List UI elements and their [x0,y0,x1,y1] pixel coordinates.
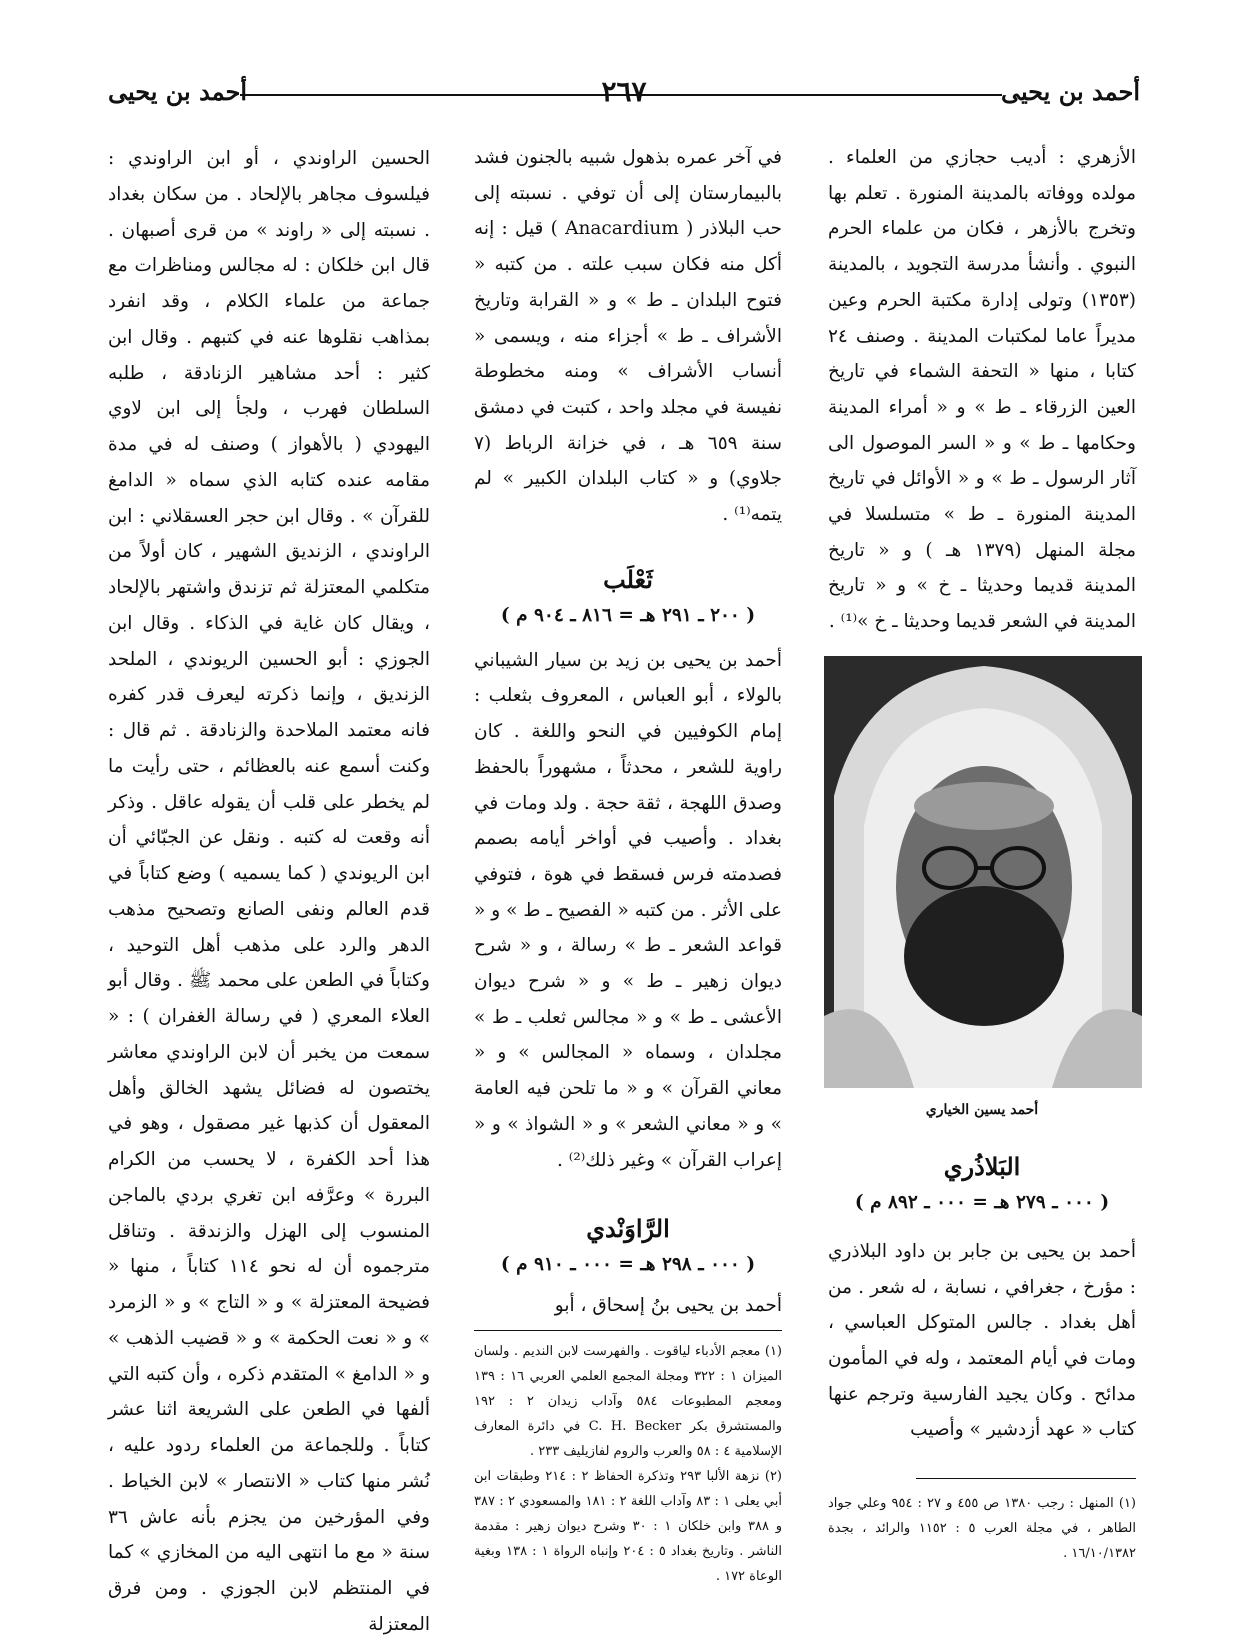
entry-title-rawandi: الرَّاوَنْدي [586,1214,670,1244]
entry-dates-rawandi: ( ٠٠٠ ـ ٢٩٨ هـ = ٠٠٠ ـ ٩١٠ م ) [500,1254,756,1276]
entry-text-rawandi: أحمد بن يحيى بنُ إسحاق ، أبو [554,1295,782,1317]
entry-title-thalab: ثَعْلَب [603,564,653,594]
portrait-photo [824,656,1142,1088]
entry-continuation-rawandi: الحسين الراوندي ، أو ابن الراوندي : فيلسوف مجاهر بالإلحاد . من سكان بغداد . نسبته إلى « راوند » من قرى أصبهان . قال ابن خلكان : له مجالس ومناظرات مع جماعة من علماء الكلام ، وقد انفرد بمذاهب نقلوها عنه في كتبهم . وقال ابن كثير : أحد مشاهير الزنادقة ، طلبه السلطان فهرب ، ولجأ إلى ابن لاوي اليهودي ( بالأهواز ) وصنف له في مدة مقامه عنده كتابه الذي سماه « الدامغ للقرآن » . وقال ابن حجر العسقلاني : ابن الراوندي ، الزنديق الشهير ، كان أولاً من متكلمي المعتزلة ثم تزندق واشتهر بالإلحاد ، ويقال كان غاية في الذكاء . وقال ابن الجوزي : أبو الحسين الريوندي ، الملحد الزنديق ، وإنما ذكرته ليعرف قدر كفره فانه معتمد الملاحدة والزنادقة . ثم قال : وكنت أسمع عنه بالعظائم ، حتى رأيت ما لم يخطر على قلب أن يقوله عاقل . وذكر أنه وقعت له كتبه . ونقل عن الجبّائي أن ابن الريوندي ( كما يسميه ) وضع كتاباً في قدم العالم ونفى الصانع وتصحيح مذهب الدهر والرد على مذهب أهل التوحيد ، وكتاباً في الطعن على محمد ﷺ . وقال أبو العلاء المعري ( في رسالة الغفران ) : « سمعت من يخبر أن لابن الراوندي معاشر يختصون له فضائل يشهد الخالق وأهل المعقول أن كذبها غير مصقول ، وهو في هذا أحد الكفرة ، لا يحسب من الكرام البررة » وعرَّفه ابن تغري بردي بالماجن المنسوب إلى الهزل والزندقة . وتناقل مترجموه أن له نحو ١١٤ كتاباً ، منها « فضيحة المعتزلة » و « التاج » و « الزمرد » و « نعت الحكمة » و « قضيب الذهب » و « الدامغ » المتقدم ذكره ، وأن كتبه التي ألفها في الطعن على الشريعة اثنا عشر كتاباً . وللجماعة من العلماء ردود عليه ، نُشر منها كتاب « الانتصار » لابن الخياط . وفي المؤرخين من يجزم بأنه عاش ٣٦ سنة « مع ما انتهى اليه من المخازي » كما في المنتظم لابن الجوزي . ومن فرق المعتزلة [108,148,430,1635]
column-left [108,141,430,1643]
running-header [108,72,1140,116]
footnote-middle-2: (٢) نزهة الألبا ٢٩٣ وتذكرة الحفاظ ٢ : ٢١٤ وطبقات ابن أبي يعلى ١ : ٨٣ وآداب اللغة ٢ : ١٨١ والمسعودي ٢ : ٣٨٧ و ٣٨٨ وابن خلكان ١ : ٣٠ وشرح ديوان زهير : مقدمة الناشر . وتاريخ بغداد ٥ : ٢٠٤ وإنباه الرواة ١ : ١٣٨ وبغية الوعاة ١٧٢ . [474,1468,782,1584]
column-middle [474,140,782,1589]
footnote-right: (١) المنهل : رجب ١٣٨٠ ص ٤٥٥ و ٢٧ : ٩٥٤ وعلي جواد الطاهر ، في مجلة العرب ٥ : ١١٥٢ والرائد ، بجدة ١٦/١٠/١٣٨٢ . [828,1496,1136,1562]
column-right [828,140,1136,1566]
entry-dates-baladhuri: ( ٠٠٠ ـ ٢٧٩ هـ = ٠٠٠ ـ ٨٩٢ م ) [854,1191,1110,1213]
page-number: ٢٦٧ [601,75,647,108]
entry-text-baladhuri: أحمد بن يحيى بن جابر بن داود البلاذري : مؤرخ ، جغرافي ، نسابة ، له شعر . من أهل بغداد . جالس المتوكل العباسي ، ومات في أيام المعتمد ، وله في المأمون مدائح . وكان يجيد الفارسية وترجم عنها كتاب « عهد أزدشير » وأصيب [828,1240,1136,1441]
portrait-image-icon [824,656,1142,1088]
photo-caption: أحمد يسين الخياري [925,1101,1039,1118]
footnote-middle-1: (١) معجم الأدباء لياقوت . والفهرست لابن النديم . ولسان الميزان ١ : ٣٢٢ ومجلة المجمع العلمي العربي ١٦ : ١٣٩ ومعجم المطبوعات ٥٨٤ وآداب زيدان ٢ : ١٩٢ والمستشرق بكر C. H. Becker في دائرة المعارف الإسلامية ٤ : ٥٨ والعرب والروم لفازيليف ٢٣٣ . [474,1343,782,1459]
entry-title-baladhuri: البَلاذُري [943,1151,1021,1181]
entry-text-thalab: أحمد بن يحيى بن زيد بن سيار الشيباني بالولاء ، أبو العباس ، المعروف بثعلب : إمام الكوفيين في النحو واللغة . كان راوية للشعر ، محدثاً ، مشهوراً بالحفظ وصدق اللهجة ، ثقة حجة . ولد ومات في بغداد . وأصيب في أواخر أيامه بصمم فصدمته فرس فسقط في هوة ، فتوفي على الأثر . من كتبه « الفصيح ـ ط » و « قواعد الشعر ـ ط » رسالة ، و « شرح ديوان زهير ـ ط » و « شرح ديوان الأعشى ـ ط » و « مجالس ثعلب ـ ط » مجلدان ، وسماه « المجالس » و « معاني القرآن » و « ما تلحن فيه العامة » و « معاني الشعر » و « الشواذ » و « إعراب القرآن » وغير ذلك⁽²⁾ . [474,649,782,1171]
header-rule-left [240,94,664,96]
entry-dates-thalab: ( ٢٠٠ ـ ٢٩١ هـ = ٨١٦ ـ ٩٠٤ م ) [500,604,756,626]
entry-continuation-text: الأزهري : أديب حجازي من العلماء . مولده ووفاته بالمدينة المنورة . تعلم بها وتخرج بالأزهر ، فكان من علماء الحرم النبوي . وأنشأ مدرسة التجويد ، بالمدينة (١٣٥٣) وتولى إدارة مكتبة الحرم وعين مديراً عاما لمكتبات المدينة . وصنف ٢٤ كتابا ، منها « التحفة الشماء في تاريخ العين الزرقاء ـ ط » و « أمراء المدينة وحكامها ـ ط » و « السر الموصول الى آثار الرسول ـ ط » و « الأوائل في تاريخ المدينة المنورة ـ ط » متسلسلا في مجلة المنهل (١٣٧٩ هـ ) و « تاريخ المدينة قديما وحديثا ـ خ » و « تاريخ المدينة في الشعر قديما وحديثا ـ خ »⁽¹⁾ . [828,147,1137,633]
header-name-left: أحمد بن يحيى [108,77,248,106]
entry-continuation-baladhuri: في آخر عمره بذهول شبيه بالجنون فشد بالبيمارستان إلى أن توفي . نسبته إلى حب البلاذر ( Anacardium ) قيل : إنه أكل منه فكان سبب علته . من كتبه « فتوح البلدان ـ ط » و « القرابة وتاريخ الأشراف ـ ط » أجزاء منه ، ويسمى « أنساب الأشراف » ومنه مخطوطة نفيسة في مجلد واحد ، كتبت في دمشق سنة ٦٥٩ هـ ، في خزانة الرباط (٧ جلاوي) و « كتاب البلدان الكبير » لم يتمه⁽¹⁾ . [474,147,782,526]
header-name-right: أحمد بن يحيى [1000,77,1140,106]
